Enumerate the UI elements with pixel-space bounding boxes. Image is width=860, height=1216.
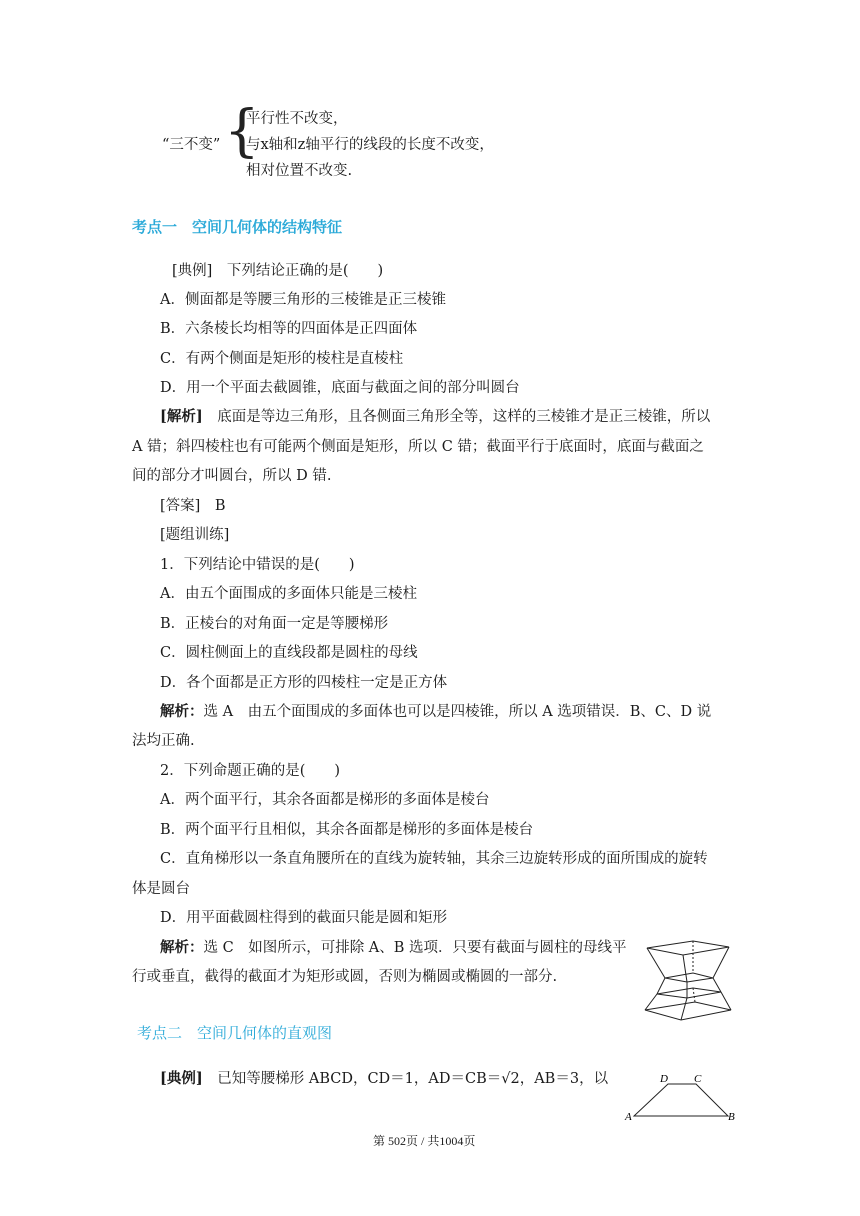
example-text: 已知等腰梯形 ABCD，CD＝1，AD＝CB＝√2，AB＝3，以 xyxy=(202,1071,609,1087)
option: A．侧面都是等腰三角形的三棱锥是正三棱锥 xyxy=(160,292,446,308)
answer-value: B xyxy=(200,498,226,514)
intro-label: “三不变” xyxy=(162,137,221,153)
answer-tag: [答案] xyxy=(160,498,201,514)
option: C．圆柱侧面上的直线段都是圆柱的母线 xyxy=(160,645,418,661)
solution-line: 法均正确. xyxy=(132,733,195,749)
solution-line xyxy=(160,938,627,958)
example-tag: [典例] xyxy=(160,1070,203,1087)
answer-line xyxy=(160,496,225,516)
vertex-label: A xyxy=(625,1111,632,1123)
solution-text: 选 A 由五个面围成的多面体也可以是四棱锥，所以 A 选项错误．B、C、D 说 xyxy=(203,704,712,720)
intro-line: 与x轴和z轴平行的线段的长度不改变， xyxy=(246,137,494,153)
solution-line: 行或垂直，截得的截面才为矩形或圆，否则为椭圆或椭圆的一部分. xyxy=(132,969,558,985)
option: B．六条棱长均相等的四面体是正四面体 xyxy=(160,321,418,337)
analysis-tag: [解析] xyxy=(160,408,203,425)
example-stem: 下列结论正确的是( ) xyxy=(212,263,384,279)
page-number: 第 502页 / 共1004页 xyxy=(373,1134,476,1148)
frustum-figure xyxy=(643,938,733,1024)
option: B．两个面平行且相似，其余各面都是梯形的多面体是棱台 xyxy=(160,822,534,838)
left-brace-icon: { xyxy=(224,99,260,164)
example-question xyxy=(172,261,383,281)
analysis-line: 间的部分才叫圆台，所以 D 错. xyxy=(132,468,332,484)
example-tag: [典例] xyxy=(172,263,213,279)
option: A．两个面平行，其余各面都是梯形的多面体是棱台 xyxy=(160,792,490,808)
training-title: [题组训练] xyxy=(160,527,230,543)
solution-tag: 解析： xyxy=(160,939,204,956)
trapezoid-figure xyxy=(622,1070,742,1126)
option: B．正棱台的对角面一定是等腰梯形 xyxy=(160,616,389,632)
option: 体是圆台 xyxy=(132,881,190,897)
option: D．各个面都是正方形的四棱柱一定是正方体 xyxy=(160,675,448,691)
option: A．由五个面围成的多面体只能是三棱柱 xyxy=(160,586,417,602)
section-title: 考点二 空间几何体的直观图 xyxy=(137,1024,333,1042)
option: C．直角梯形以一条直角腰所在的直线为旋转轴，其余三边旋转形成的面所围成的旋转 xyxy=(160,851,708,867)
analysis-line: A 错；斜四棱柱也有可能两个侧面是矩形，所以 C 错；截面平行于底面时，底面与截面之 xyxy=(132,439,704,455)
solution-text: 选 C 如图所示，可排除 A、B 选项．只要有截面与圆柱的母线平 xyxy=(203,940,627,956)
analysis-text: 底面是等边三角形，且各侧面三角形全等，这样的三棱锥才是正三棱锥，所以 xyxy=(202,409,711,425)
vertex-label: B xyxy=(728,1111,735,1123)
question-stem: 2．下列命题正确的是( ) xyxy=(160,763,341,779)
intro-line: 相对位置不改变. xyxy=(246,163,353,179)
section-title: 考点一 空间几何体的结构特征 xyxy=(132,218,343,236)
intro-line: 平行性不改变， xyxy=(246,111,348,127)
vertex-label: D xyxy=(660,1073,668,1085)
question-stem: 1．下列结论中错误的是( ) xyxy=(160,557,355,573)
option: C．有两个侧面是矩形的棱柱是直棱柱 xyxy=(160,351,404,367)
option: D．用平面截圆柱得到的截面只能是圆和矩形 xyxy=(160,910,448,926)
option: D．用一个平面去截圆锥，底面与截面之间的部分叫圆台 xyxy=(160,380,520,396)
example-line xyxy=(160,1069,608,1089)
solution-tag: 解析： xyxy=(160,703,204,720)
vertex-label: C xyxy=(694,1073,702,1085)
solution-line xyxy=(160,702,711,722)
analysis-line xyxy=(160,407,710,427)
